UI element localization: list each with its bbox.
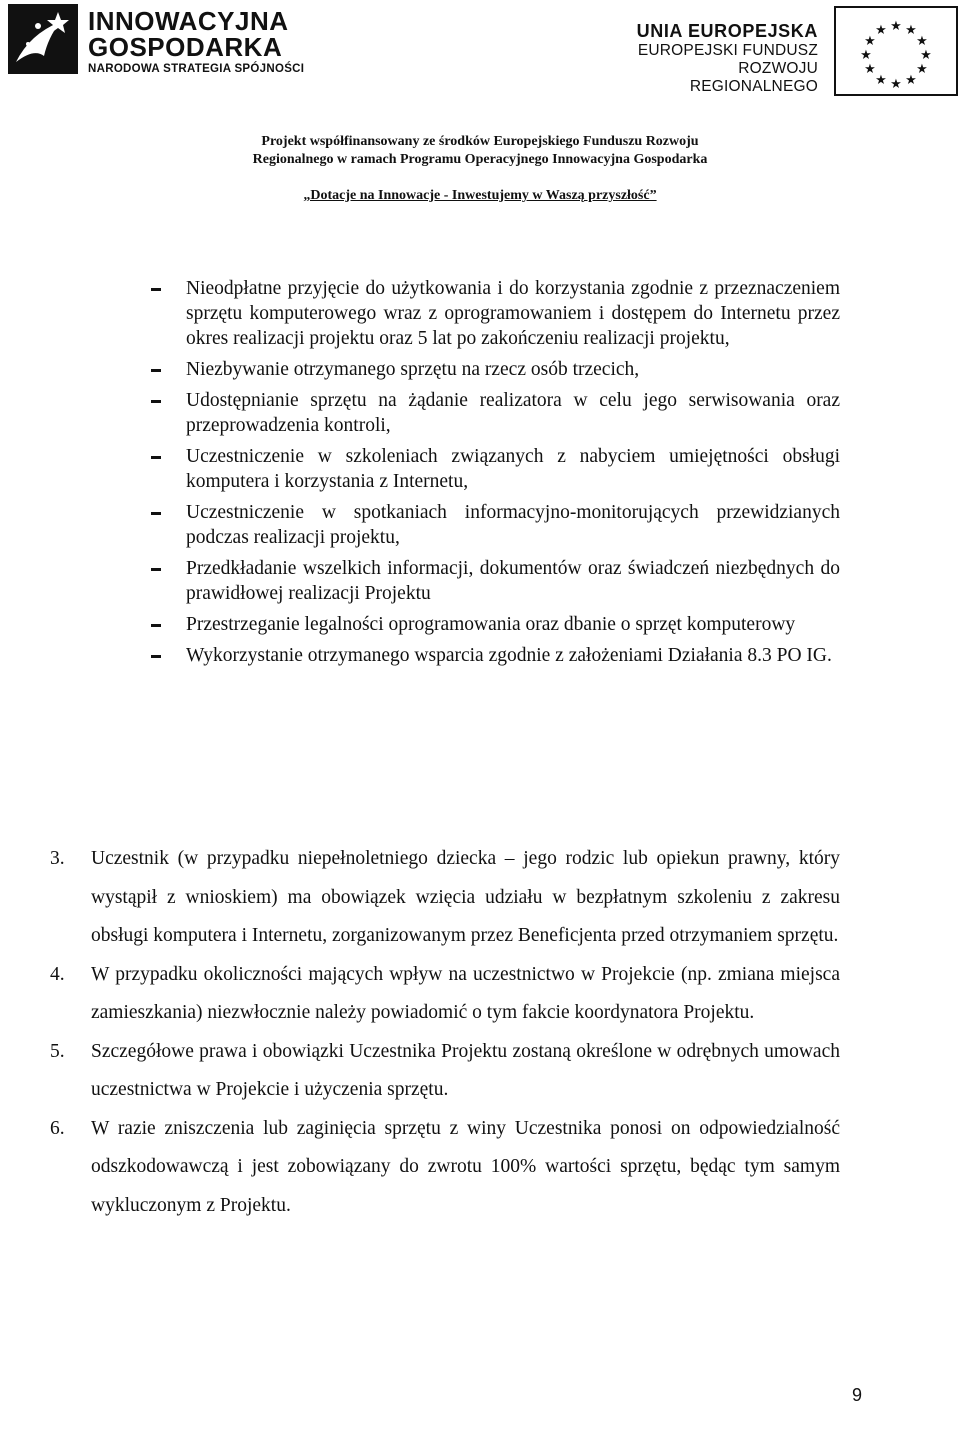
star-emblem-icon [8, 4, 78, 74]
list-item [0, 500, 960, 550]
page-number: 9 [852, 1385, 863, 1405]
svg-text:★: ★ [905, 23, 917, 38]
list-item [0, 556, 960, 606]
dash-bullet-icon [151, 456, 161, 459]
dash-bullet-icon [151, 568, 161, 571]
list-item-text: Uczestniczenie w szkoleniach związanych z nabyciem umiejętności obsługi komputera i korzystania z Internetu, [186, 446, 840, 492]
list-item [0, 612, 960, 637]
list-item [0, 643, 960, 668]
clause-text: W przypadku okoliczności mających wpływ na uczestnictwo w Projekcie (np. zmiana miejsca zamieszkania) niezwłocznie należy powiadomić o tym fakcie koordynatora Projektu. [91, 963, 840, 1023]
dash-bullet-icon [151, 624, 161, 627]
svg-text:★: ★ [875, 23, 887, 38]
svg-text:★: ★ [864, 34, 876, 49]
logo-right-line3: ROZWOJU REGIONALNEGO [689, 60, 818, 95]
logo-left-line1: INNOWACYJNA [88, 6, 289, 36]
logo-right-line1: UNIA EUROPEJSKA [636, 21, 818, 41]
dash-bullet-icon [151, 400, 161, 403]
list-item-text: Uczestniczenie w spotkaniach informacyjno-monitorujących przewidzianych podczas realizacji projektu, [186, 502, 840, 548]
eu-fund-logo [618, 6, 958, 98]
project-cofinancing-line2: Regionalnego w ramach Programu Operacyjnego Innowacyjna Gospodarka [252, 152, 708, 167]
clause-number: 3. [50, 848, 65, 869]
svg-text:★: ★ [860, 48, 872, 63]
list-item [0, 276, 960, 351]
svg-text:★: ★ [864, 62, 876, 77]
svg-text:★: ★ [916, 62, 928, 77]
innowacyjna-gospodarka-logo [8, 4, 308, 96]
dash-bullet-icon [151, 512, 161, 515]
list-item-text: Przedkładanie wszelkich informacji, dokumentów oraz świadczeń niezbędnych do prawidłowej realizacji Projektu [186, 558, 840, 604]
project-cofinancing-line1: Projekt współfinansowany ze środków Europejskiego Funduszu Rozwoju [261, 134, 699, 149]
clause-text: Szczegółowe prawa i obowiązki Uczestnika Projektu zostaną określone w odrębnych umowach uczestnictwa w Projekcie i użyczenia sprzętu. [91, 1040, 840, 1100]
clause-text: Uczestnik (w przypadku niepełnoletniego dziecka – jego rodzic lub opiekun prawny, który wystąpił z wnioskiem) ma obowiązek wzięcia udziału w bezpłatnym szkoleniu z zakresu obsługi komputera i Internetu, zorganizowanym przez Beneficjenta przed otrzymaniem sprzętu. [91, 848, 840, 946]
svg-text:★: ★ [916, 34, 928, 49]
svg-text:★: ★ [905, 73, 917, 88]
clause-number: 4. [50, 963, 65, 985]
numbered-clause [0, 1033, 960, 1110]
project-slogan: „Dotacje na Innowacje - Inwestujemy w Waszą przyszłość” [303, 188, 657, 203]
list-item-text: Nieodpłatne przyjęcie do użytkowania i do korzystania zgodnie z przeznaczeniem sprzętu komputerowego wraz z oprogramowaniem i dostępem do Internetu przez okres realizacji projektu oraz 5 lat po zakończeniu realizacji projektu, [186, 278, 840, 349]
clause-number: 5. [50, 1040, 65, 1062]
dash-bullet-icon [151, 288, 161, 291]
svg-text:★: ★ [875, 73, 887, 88]
eu-flag-icon [834, 6, 958, 96]
dash-bullet-icon [151, 655, 161, 658]
list-item-text: Przestrzeganie legalności oprogramowania oraz dbanie o sprzęt komputerowy [186, 614, 796, 635]
dash-bullet-icon [151, 369, 161, 372]
numbered-clauses-list [0, 840, 960, 1225]
obligations-dash-list [0, 276, 960, 674]
svg-text:★: ★ [890, 77, 902, 92]
list-item [0, 444, 960, 494]
list-item [0, 357, 960, 382]
svg-text:★: ★ [890, 19, 902, 34]
list-item-text: Udostępnianie sprzętu na żądanie realizatora w celu jego serwisowania oraz przeprowadzenia kontroli, [186, 390, 840, 436]
svg-text:★: ★ [920, 48, 932, 63]
list-item-text: Wykorzystanie otrzymanego wsparcia zgodnie z założeniami Działania 8.3 PO IG. [186, 645, 832, 666]
logo-left-line2: GOSPODARKA [88, 32, 283, 62]
logo-right-line2: EUROPEJSKI FUNDUSZ [637, 42, 818, 59]
numbered-clause [0, 956, 960, 1033]
logo-left-line3: NARODOWA STRATEGIA SPÓJNOŚCI [88, 63, 305, 75]
list-item [0, 388, 960, 438]
numbered-clause [0, 840, 960, 956]
numbered-clause [0, 1110, 960, 1226]
list-item-text: Niezbywanie otrzymanego sprzętu na rzecz osób trzecich, [186, 359, 640, 380]
clause-number: 6. [50, 1117, 65, 1139]
clause-text: W razie zniszczenia lub zaginięcia sprzętu z winy Uczestnika ponosi on odpowiedzialność odszkodowawczą i jest zobowiązany do zwrotu 100% wartości sprzętu, będąc tym samym wykluczonym z Projektu. [91, 1117, 840, 1216]
